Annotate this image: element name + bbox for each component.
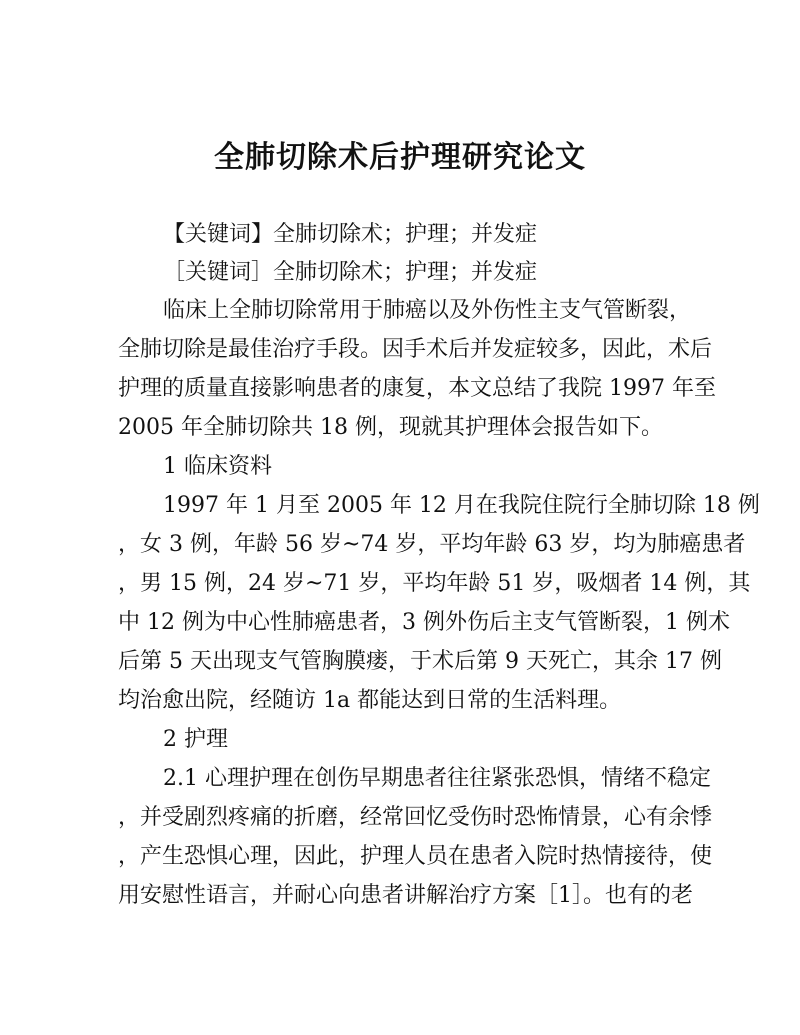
section-1-line-1: 1997 年 1 月至 2005 年 12 月在我院住院行全肺切除 18 例: [163, 493, 760, 518]
intro-line-1: 临床上全肺切除常用于肺癌以及外伤性主支气管断裂，: [163, 298, 692, 323]
page-title: 全肺切除术后护理研究论文: [214, 140, 586, 175]
section-2-1-line-1: 2.1 心理护理在创伤早期患者往往紧张恐惧，情绪不稳定: [163, 766, 711, 791]
section-1-line-2: ，女 3 例，年龄 56 岁~74 岁，平均年龄 63 岁，均为肺癌患者: [118, 532, 746, 557]
section-1-line-5: 后第 5 天出现支气管胸膜瘘，于术后第 9 天死亡，其余 17 例: [118, 649, 722, 674]
section-1-line-6: 均治愈出院，经随访 1a 都能达到日常的生活料理。: [118, 688, 622, 713]
intro-line-2: 全肺切除是最佳治疗手段。因手术后并发症较多，因此，术后: [118, 337, 713, 362]
intro-line-4: 2005 年全肺切除共 18 例，现就其护理体会报告如下。: [118, 415, 663, 440]
section-2-heading: 2 护理: [163, 727, 228, 752]
section-2-1-line-3: ，产生恐惧心理，因此，护理人员在患者入院时热情接待，使: [118, 844, 713, 869]
section-1-line-4: 中 12 例为中心性肺癌患者，3 例外伤后主支气管断裂，1 例术: [118, 610, 730, 635]
section-1-line-3: ，男 15 例，24 岁~71 岁，平均年龄 51 岁，吸烟者 14 例，其: [118, 571, 751, 596]
intro-line-3: 护理的质量直接影响患者的康复，本文总结了我院 1997 年至: [118, 376, 716, 401]
keywords-line-2: ［关键词］全肺切除术；护理；并发症: [163, 260, 538, 285]
section-2-1-line-2: ，并受剧烈疼痛的折磨，经常回忆受伤时恐怖情景，心有余悸: [118, 805, 713, 830]
keywords-line-1: 【关键词】全肺切除术；护理；并发症: [163, 222, 538, 247]
section-1-heading: 1 临床资料: [163, 454, 272, 479]
section-2-1-line-4: 用安慰性语言，并耐心向患者讲解治疗方案［1］。也有的老: [118, 883, 693, 908]
